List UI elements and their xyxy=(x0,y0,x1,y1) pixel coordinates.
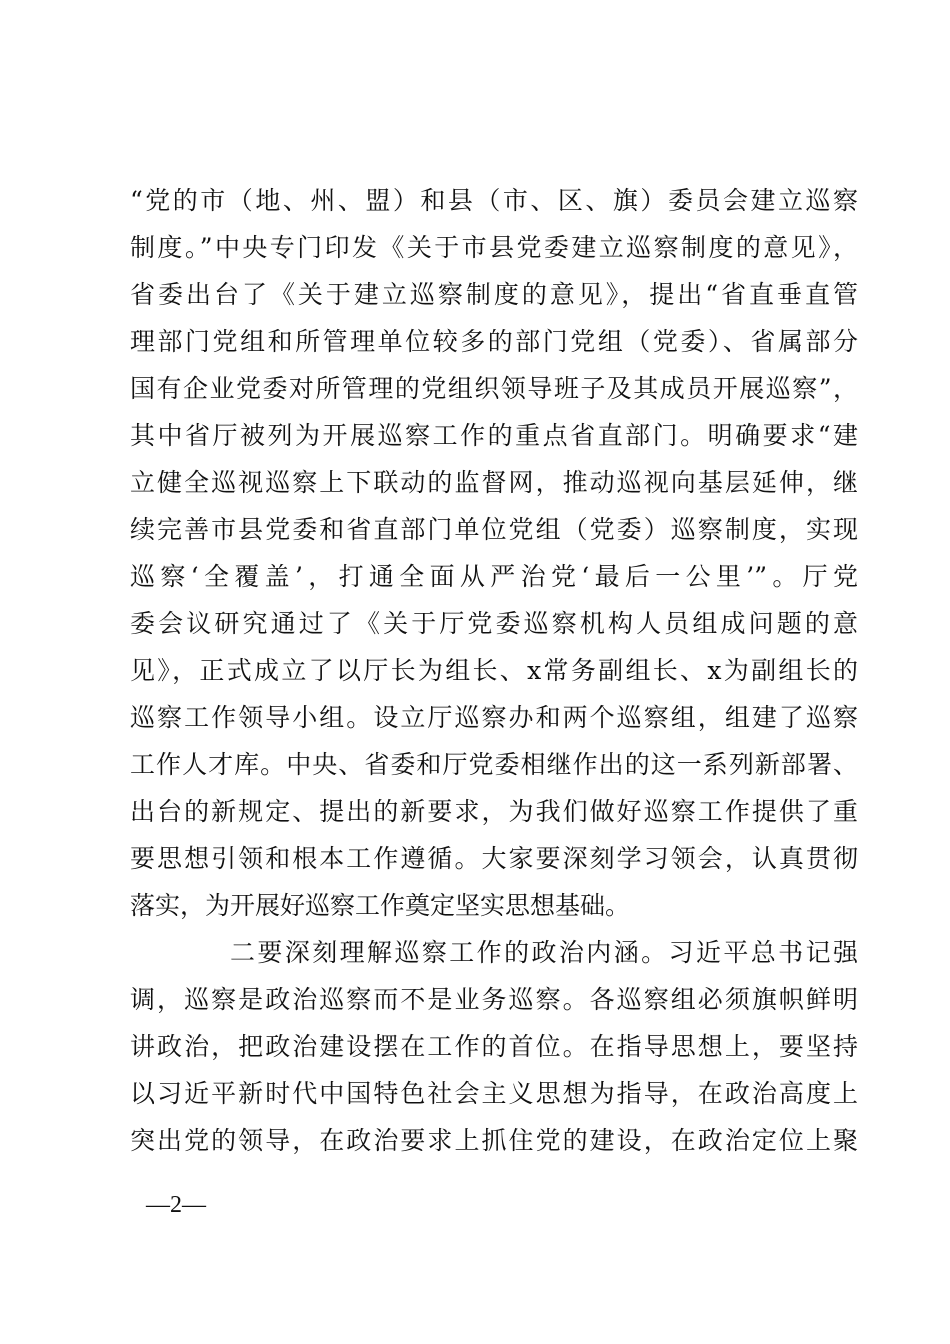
paragraph-line: 其中省厅被列为开展巡察工作的重点省直部门。明确要求“建 xyxy=(130,421,858,450)
paragraph-line: 巡察工作领导小组。设立厅巡察办和两个巡察组，组建了巡察 xyxy=(130,703,858,732)
paragraph-line: 国有企业党委对所管理的党组织领导班子及其成员开展巡察”， xyxy=(130,374,858,403)
paragraph-line: 立健全巡视巡察上下联动的监督网，推动巡视向基层延伸，继 xyxy=(130,468,858,497)
paragraph-line: 讲政治，把政治建设摆在工作的首位。在指导思想上，要坚持 xyxy=(130,1032,858,1061)
paragraph-line: 省委出台了《关于建立巡察制度的意见》，提出“省直垂直管 xyxy=(130,280,858,309)
page-number: —2— xyxy=(146,1192,206,1218)
document-body xyxy=(130,177,858,1164)
paragraph-line: 制度。”中央专门印发《关于市县党委建立巡察制度的意见》， xyxy=(130,233,858,262)
paragraph-line: 二要深刻理解巡察工作的政治内涵。习近平总书记强 xyxy=(230,938,858,967)
paragraph-line: 见》，正式成立了以厅长为组长、x常务副组长、x为副组长的 xyxy=(130,656,858,685)
paragraph-line: 突出党的领导，在政治要求上抓住党的建设，在政治定位上聚 xyxy=(130,1126,858,1155)
paragraph-line: 以习近平新时代中国特色社会主义思想为指导，在政治高度上 xyxy=(130,1079,858,1108)
paragraph-line: 工作人才库。中央、省委和厅党委相继作出的这一系列新部署、 xyxy=(130,750,858,779)
paragraph-line: 出台的新规定、提出的新要求，为我们做好巡察工作提供了重 xyxy=(130,797,858,826)
paragraph-line: 要思想引领和根本工作遵循。大家要深刻学习领会，认真贯彻 xyxy=(130,844,858,873)
paragraph-line: 理部门党组和所管理单位较多的部门党组（党委）、省属部分 xyxy=(130,327,858,356)
paragraph-2 xyxy=(130,929,858,1164)
paragraph-1 xyxy=(130,177,858,929)
paragraph-line: 巡察‘全覆盖’，打通全面从严治党‘最后一公里’”。厅党 xyxy=(130,562,858,591)
paragraph-line: 续完善市县党委和省直部门单位党组（党委）巡察制度，实现 xyxy=(130,515,858,544)
paragraph-line: 调，巡察是政治巡察而不是业务巡察。各巡察组必须旗帜鲜明 xyxy=(130,985,858,1014)
paragraph-line: 落实，为开展好巡察工作奠定坚实思想基础。 xyxy=(130,891,631,920)
paragraph-line: “党的市（地、州、盟）和县（市、区、旗）委员会建立巡察 xyxy=(130,186,858,215)
paragraph-line: 委会议研究通过了《关于厅党委巡察机构人员组成问题的意 xyxy=(130,609,858,638)
